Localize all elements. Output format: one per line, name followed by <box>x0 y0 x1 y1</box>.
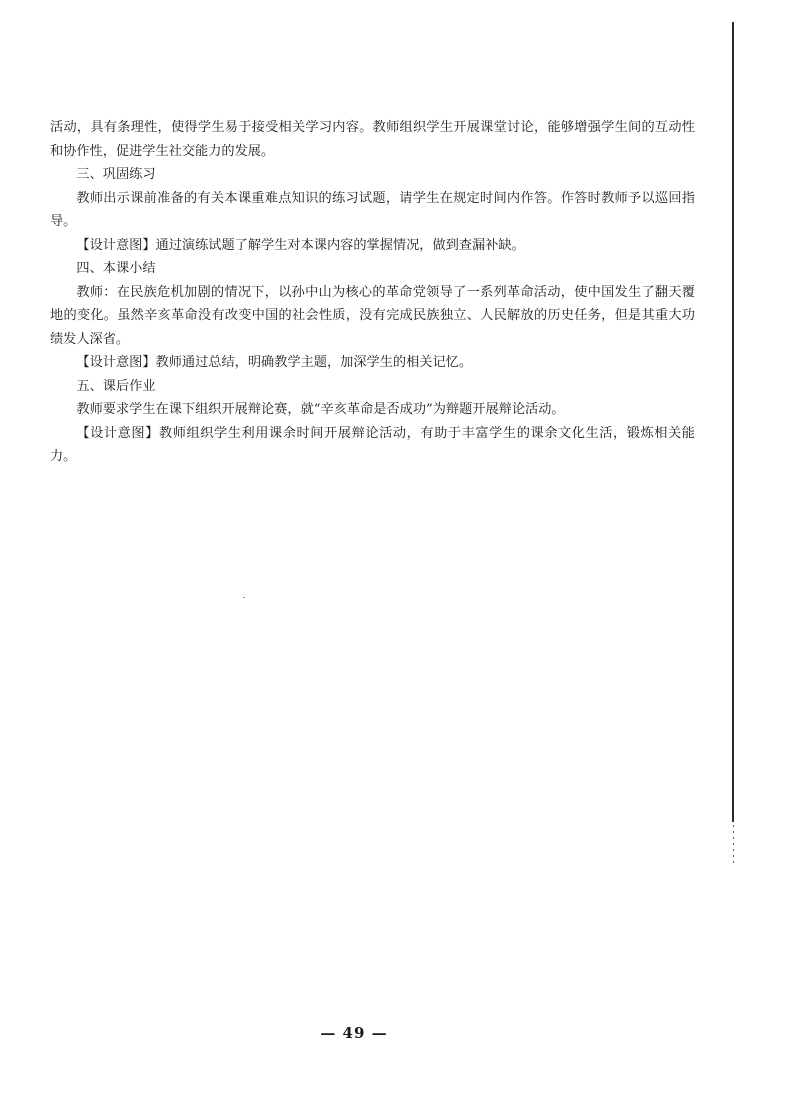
design-intent-summary: 【设计意图】教师通过总结，明确教学主题，加深学生的相关记忆。 <box>76 355 473 370</box>
section-heading-homework: 五、课后作业 <box>76 378 156 394</box>
paragraph-homework: 教师要求学生在课下组织开展辩论赛，就“辛亥革命是否成功”为辩题开展辩论活动。 <box>76 402 565 417</box>
document-body <box>50 116 695 469</box>
section-heading-consolidation: 三、巩固练习 <box>76 167 156 182</box>
page-number: — 49 — <box>320 1024 388 1042</box>
scan-speck <box>243 597 245 598</box>
paragraph-continued: 活动，具有条理性，使得学生易于接受相关学习内容。教师组织学生开展课堂讨论，能够增强学生间的互动性和协作性，促进学生社交能力的发展。 <box>50 120 695 159</box>
paragraph-summary: 教师：在民族危机加剧的情况下，以孙中山为核心的革命党领导了一系列革命活动，使中国发生了翻天覆地的变化。虽然辛亥革命没有改变中国的社会性质，没有完成民族独立、人民解放的历史任务，但是其重大功绩发人深省。 <box>50 284 695 347</box>
section-heading-summary: 四、本课小结 <box>76 261 156 276</box>
scan-edge-dash <box>733 825 734 865</box>
scan-edge-line <box>732 22 734 822</box>
paragraph-exercise: 教师出示课前准备的有关本课重难点知识的练习试题，请学生在规定时间内作答。作答时教师予以巡回指导。 <box>50 190 695 229</box>
design-intent-homework: 【设计意图】教师组织学生利用课余时间开展辩论活动，有助于丰富学生的课余文化生活，锻炼相关能力。 <box>50 425 695 464</box>
design-intent-exercise: 【设计意图】通过演练试题了解学生对本课内容的掌握情况，做到查漏补缺。 <box>76 237 525 253</box>
